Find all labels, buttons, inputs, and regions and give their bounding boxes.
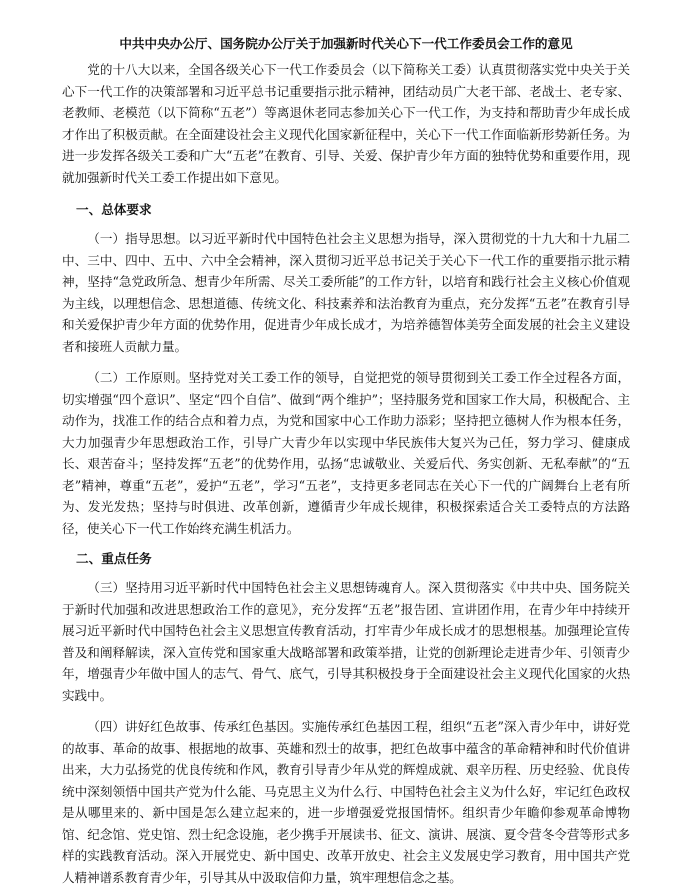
intro-paragraph: 党的十八大以来，全国各级关心下一代工作委员会（以下简称关工委）认真贯彻落实党中央关于关心下一代工作的决策部署和习近平总书记重要指示批示精神，团结动员广大老干部、老战士、老专家、老教师、老模范（以下简称“五老”）等离退休老同志参加关心下一代工作，为支持和帮助青少年成长成才作出了积极贡献。在全面建设社会主义现代化国家新征程中，关心下一代工作面临新形势新任务。为进一步发挥各级关工委和广大“五老”在教育、引导、关爱、保护青少年方面的独特优势和重要作用，现就加强新时代关工委工作提出如下意见。	[62, 62, 630, 185]
paragraph-task-three: （三）坚持用习近平新时代中国特色社会主义思想铸魂育人。深入贯彻落实《中共中央、国务院关于新时代加强和改进思想政治工作的意见》，充分发挥“五老”报告团、宣讲团作用，在青少年中持续开展习近平新时代中国特色社会主义思想宣传教育活动，打牢青少年成长成才的思想根基。加强理论宣传普及和阐释解读，深入宣传党和国家重大战略部署和政策举措，让党的创新理论走进青少年、引领青少年，增强青少年做中国人的志气、骨气、底气，引导其积极投身于全面建设社会主义现代化国家的火热实践中。	[62, 580, 630, 703]
paragraph-task-four: （四）讲好红色故事、传承红色基因。实施传承红色基因工程，组织“五老”深入青少年中，讲好党的故事、革命的故事、根据地的故事、英雄和烈士的故事，把红色故事中蕴含的革命精神和时代价值讲出来，大力弘扬党的优良传统和作风，教育引导青少年从党的辉煌成就、艰辛历程、历史经验、优良传统中深刻领悟中国共产党为什么能、马克思主义为什么行、中国特色社会主义为什么好，牢记红色政权是从哪里来的、新中国是怎么建立起来的，进一步增强爱党报国情怀。组织青少年瞻仰参观革命博物馆、纪念馆、党史馆、烈士纪念设施，老少携手开展读书、征文、演讲、展演、夏令营冬令营等形式多样的实践教育活动。深入开展党史、新中国史、改革开放史、社会主义发展史学习教育，用中国共产党人精神谱系教育青少年，引导其从中汲取信仰力量，筑牢理想信念之基。	[62, 719, 630, 885]
paragraph-working-principles: （二）工作原则。坚持党对关工委工作的领导，自觉把党的领导贯彻到关工委工作全过程各方面，切实增强“四个意识”、坚定“四个自信”、做到“两个维护”；坚持服务党和国家工作大局，积极配合、主动作为，找准工作的结合点和着力点，为党和国家中心工作助力添彩；坚持把立德树人作为根本任务，大力加强青少年思想政治工作，引导广大青少年以实现中华民族伟大复兴为己任，努力学习、健康成长、艰苦奋斗；坚持发挥“五老”的优势作用，弘扬“忠诚敬业、关爱后代、务实创新、无私奉献”的“五老”精神，尊重“五老”，爱护“五老”，学习“五老”，支持更多老同志在关心下一代的广阔舞台上老有所为、发光发热；坚持与时俱进、改革创新，遵循青少年成长规律，积极探索适合关工委特点的方法路径，使关心下一代工作始终充满生机活力。	[62, 370, 630, 536]
section-heading-general-requirements: 一、总体要求	[76, 202, 152, 217]
section-heading-key-tasks: 二、重点任务	[76, 551, 152, 566]
document-title: 中共中央办公厅、国务院办公厅关于加强新时代关心下一代工作委员会工作的意见	[119, 36, 573, 51]
paragraph-guiding-ideology: （一）指导思想。以习近平新时代中国特色社会主义思想为指导，深入贯彻党的十九大和十九届二中、三中、四中、五中、六中全会精神，深入贯彻习近平总书记关于关心下一代工作的重要指示批示精神，坚持“急党政所急、想青少年所需、尽关工委所能”的工作方针，以培育和践行社会主义核心价值观为主线，以理想信念、思想道德、传统文化、科技素养和法治教育为重点，充分发挥“五老”在教育引导和关爱保护青少年方面的优势作用，促进青少年成长成才，为培养德智体美劳全面发展的社会主义建设者和接班人贡献力量。	[62, 231, 630, 354]
